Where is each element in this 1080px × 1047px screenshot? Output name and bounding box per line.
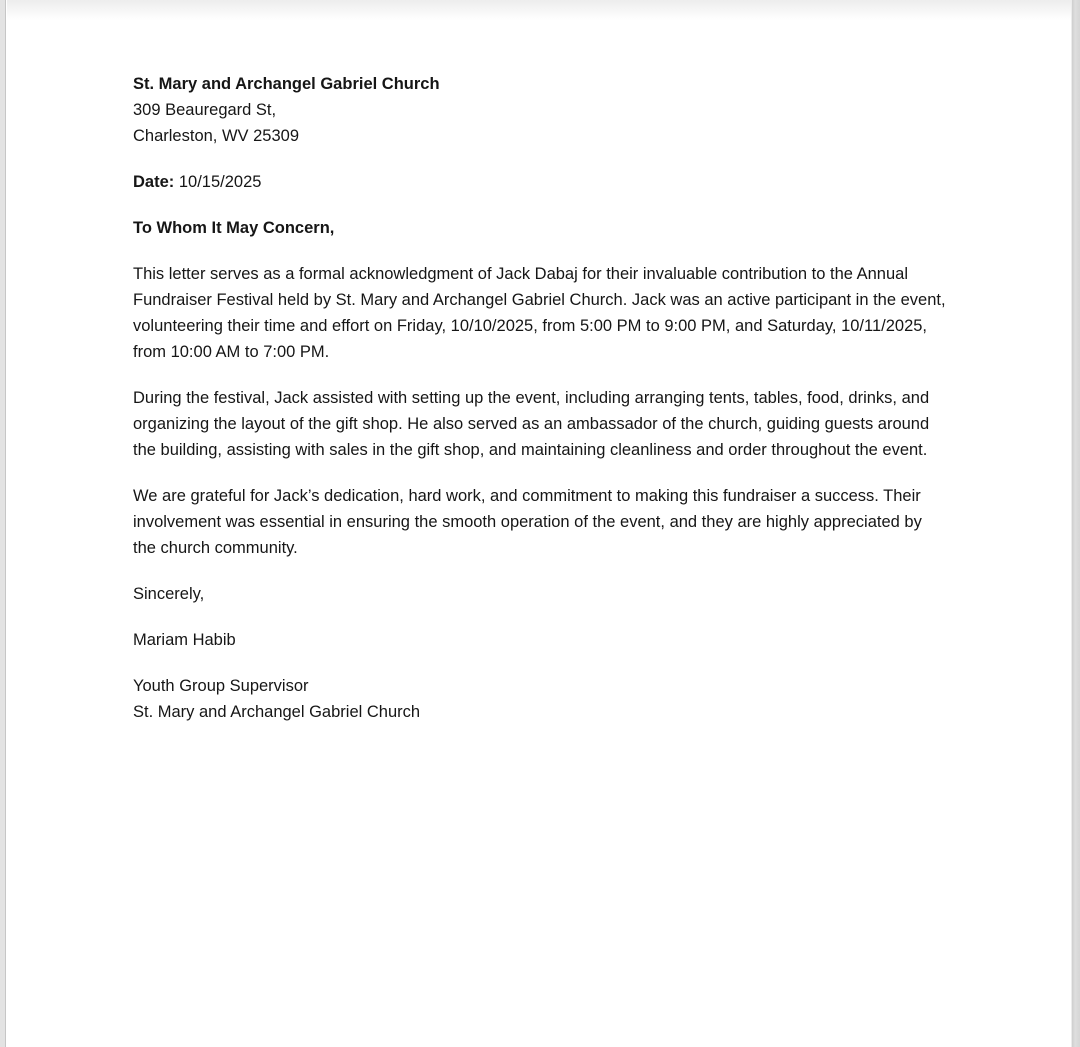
letterhead [133, 71, 949, 149]
address-line-2: Charleston, WV 25309 [133, 127, 300, 145]
signature-title: Youth Group Supervisor [133, 677, 309, 695]
body-paragraph-3: We are grateful for Jack’s dedication, hard work, and commitment to making this fundraiser a success. Their involvement was essential in ensuring the smooth operation of the event, and they are highly appreciated by the church community. [133, 487, 922, 557]
date-label: Date: [133, 173, 175, 191]
page-left-edge [0, 0, 6, 1047]
signature-organization: St. Mary and Archangel Gabriel Church [133, 703, 421, 721]
date-value: 10/15/2025 [178, 173, 262, 191]
body-paragraph-1: This letter serves as a formal acknowledgment of Jack Dabaj for their invaluable contribution to the Annual Fundraiser Festival held by St. Mary and Archangel Gabriel Church. Jack was an active participant in the event, volunteering their time and effort on Friday, 10/10/2025, from 5:00 PM to 9:00 PM, and Saturday, 10/11/2025, from 10:00 AM to 7:00 PM. [133, 265, 946, 361]
salutation: To Whom It May Concern, [133, 219, 335, 237]
date-line [133, 169, 949, 195]
signature-block [133, 673, 949, 725]
signature-name: Mariam Habib [133, 631, 236, 649]
body-paragraph-2: During the festival, Jack assisted with setting up the event, including arranging tents, tables, food, drinks, and organizing the layout of the gift shop. He also served as an ambassador of the church, guiding guests around the building, assisting with sales in the gift shop, and maintaining cleanliness and order throughout the event. [133, 389, 930, 459]
address-line-1: 309 Beauregard St, [133, 101, 277, 119]
organization-name: St. Mary and Archangel Gabriel Church [133, 75, 440, 93]
closing: Sincerely, [133, 585, 205, 603]
scrollbar-track[interactable] [1071, 0, 1080, 1047]
